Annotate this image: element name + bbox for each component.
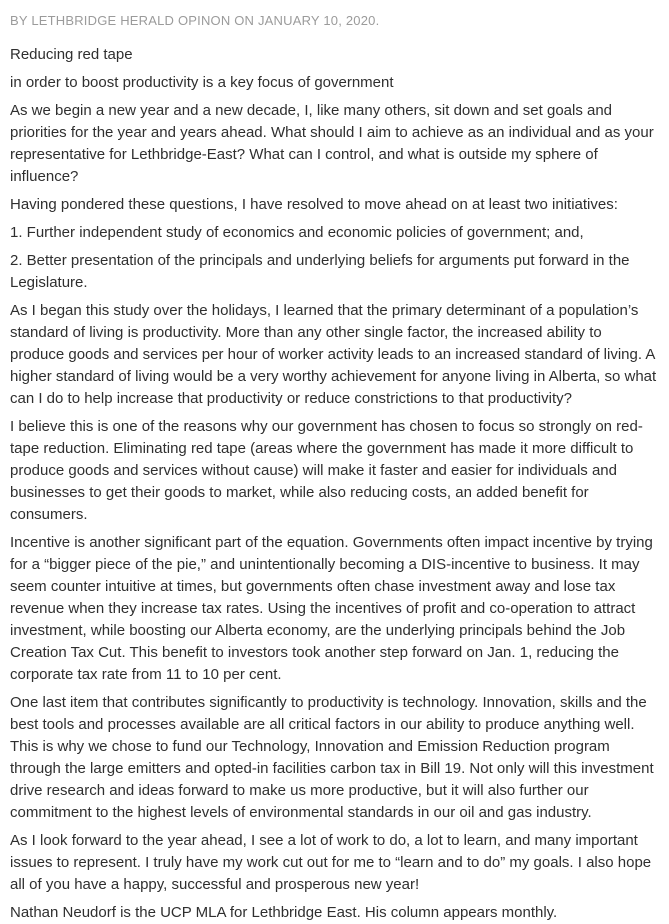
article-author-note: Nathan Neudorf is the UCP MLA for Lethbridge East. His column appears monthly. [10,904,558,921]
article-headline-line-2: in order to boost productivity is a key focus of government [10,74,394,91]
article-list-item-1: 1. Further independent study of economics and economic policies of government; and, [10,224,584,241]
article-paragraph-6: One last item that contributes significantly to productivity is technology. Innovation, skills and the best tools and processes available are all critical factors in our ability to produce anything well. This is why we chose to fund our Technology, Innovation and Emission Reduction program through the large emitters and opted-in facilities carbon tax in Bill 19. Not only will this investment drive research and ideas forward to make us more productive, but it will also further our commitment to the highest levels of environmental standards in our oil and gas industry. [10,694,654,821]
article-paragraph-5: Incentive is another significant part of the equation. Governments often impact incentive by trying for a “bigger piece of the pie,” and unintentionally becoming a DIS-incentive to business. It may seem counter intuitive at times, but governments often chase investment away and lose tax revenue when they increase tax rates. Using the incentives of profit and co-operation to attract investment, while boosting our Alberta economy, are the underlying principals behind the Job Creation Tax Cut. This benefit to investors took another step forward on Jan. 1, reducing the corporate tax rate from 11 to 10 per cent. [10,534,653,683]
article-list-item-2: 2. Better presentation of the principals and underlying beliefs for arguments put forward in the Legislature. [10,252,630,291]
article-headline-line-1: Reducing red tape [10,46,133,63]
article-paragraph-3: As I began this study over the holidays, I learned that the primary determinant of a population’s standard of living is productivity. More than any other single factor, the increased ability to produce goods and services per hour of worker activity leads to an increased standard of living. A higher standard of living would be a very worthy achievement for anyone living in Alberta, so what can I do to help increase that productivity or reduce constrictions to that productivity? [10,302,657,407]
article-paragraph-4: I believe this is one of the reasons why our government has chosen to focus so strongly on red-tape reduction. Eliminating red tape (areas where the government has made it more difficult to produce goods and services without cause) will make it faster and easier for individuals and businesses to get their goods to market, while also reducing costs, an added benefit for consumers. [10,418,643,523]
article-paragraph-2: Having pondered these questions, I have resolved to move ahead on at least two initiatives: [10,196,618,213]
article-paragraph-1: As we begin a new year and a new decade, I, like many others, sit down and set goals and priorities for the year and years ahead. What should I aim to achieve as an individual and as your representative for Lethbridge-East? What can I control, and what is outside my sphere of influence? [10,102,654,185]
article-body [10,44,657,924]
article-byline: BY LETHBRIDGE HERALD OPINON ON JANUARY 10, 2020. [10,13,380,28]
article-paragraph-7: As I look forward to the year ahead, I see a lot of work to do, a lot to learn, and many important issues to represent. I truly have my work cut out for me to “learn and to do” my goals. I also hope all of you have a happy, successful and prosperous new year! [10,832,652,893]
